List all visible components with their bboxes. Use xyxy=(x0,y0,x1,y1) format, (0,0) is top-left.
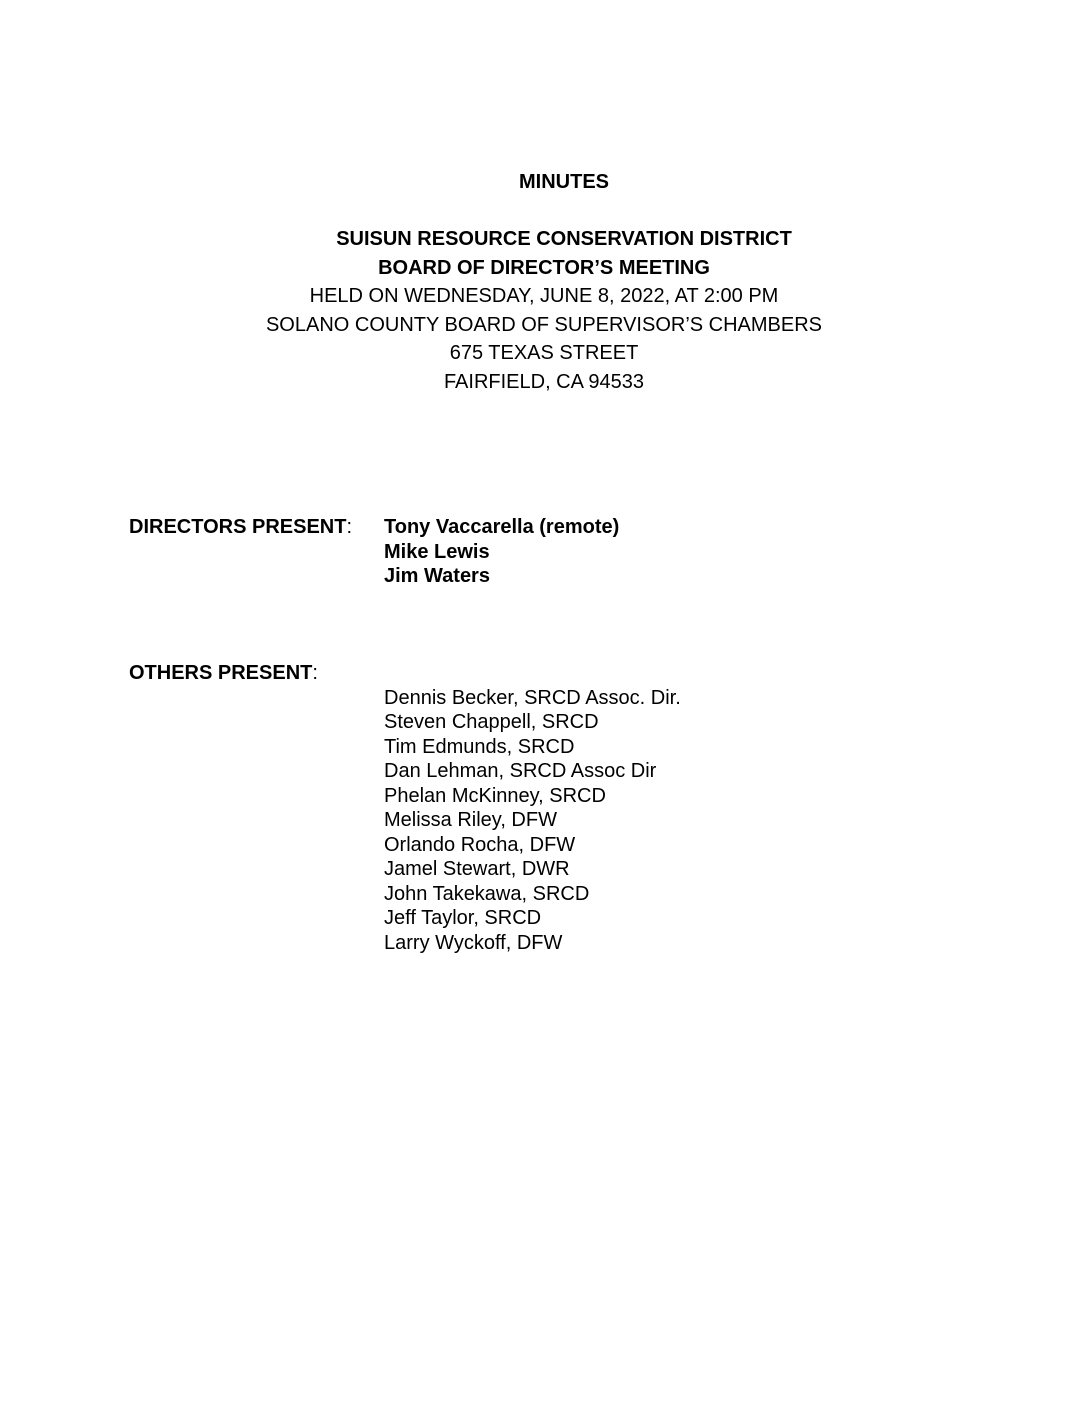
others-present-label-text: OTHERS PRESENT xyxy=(129,662,313,684)
list-item: John Takekawa, SRCD xyxy=(384,882,590,905)
list-item: Orlando Rocha, DFW xyxy=(384,833,576,856)
list-item: Melissa Riley, DFW xyxy=(384,809,557,831)
others-present-label xyxy=(129,661,318,686)
others-list xyxy=(384,686,681,956)
directors-list xyxy=(384,515,619,589)
others-present-label-colon: : xyxy=(312,662,318,684)
meeting-street: 675 TEXAS STREET xyxy=(449,342,639,364)
meeting-date-time: HELD ON WEDNESDAY, JUNE 8, 2022, AT 2:00 PM xyxy=(309,285,779,307)
directors-present-label-colon: : xyxy=(346,516,353,538)
document-title: MINUTES xyxy=(519,171,609,193)
meeting-city: FAIRFIELD, CA 94533 xyxy=(443,370,645,393)
list-item: Larry Wyckoff, DFW xyxy=(384,931,563,954)
list-item: Jim Waters xyxy=(384,565,490,587)
organization-name: SUISUN RESOURCE CONSERVATION DISTRICT xyxy=(336,228,792,250)
list-item: Mike Lewis xyxy=(384,540,490,563)
meeting-header xyxy=(0,225,1088,396)
meeting-location: SOLANO COUNTY BOARD OF SUPERVISOR’S CHAMBERS xyxy=(265,313,823,336)
list-item: Jamel Stewart, DWR xyxy=(384,858,570,880)
list-item: Steven Chappell, SRCD xyxy=(384,711,599,733)
list-item: Tony Vaccarella (remote) xyxy=(384,516,620,538)
list-item: Tim Edmunds, SRCD xyxy=(384,735,575,758)
meeting-name: BOARD OF DIRECTOR’S MEETING xyxy=(378,256,710,279)
list-item: Jeff Taylor, SRCD xyxy=(384,907,542,929)
list-item: Dennis Becker, SRCD Assoc. Dir. xyxy=(384,686,681,709)
directors-present-label-text: DIRECTORS PRESENT xyxy=(129,516,347,538)
directors-present-label xyxy=(129,515,352,540)
list-item: Dan Lehman, SRCD Assoc Dir xyxy=(384,760,657,782)
list-item: Phelan McKinney, SRCD xyxy=(384,784,606,807)
